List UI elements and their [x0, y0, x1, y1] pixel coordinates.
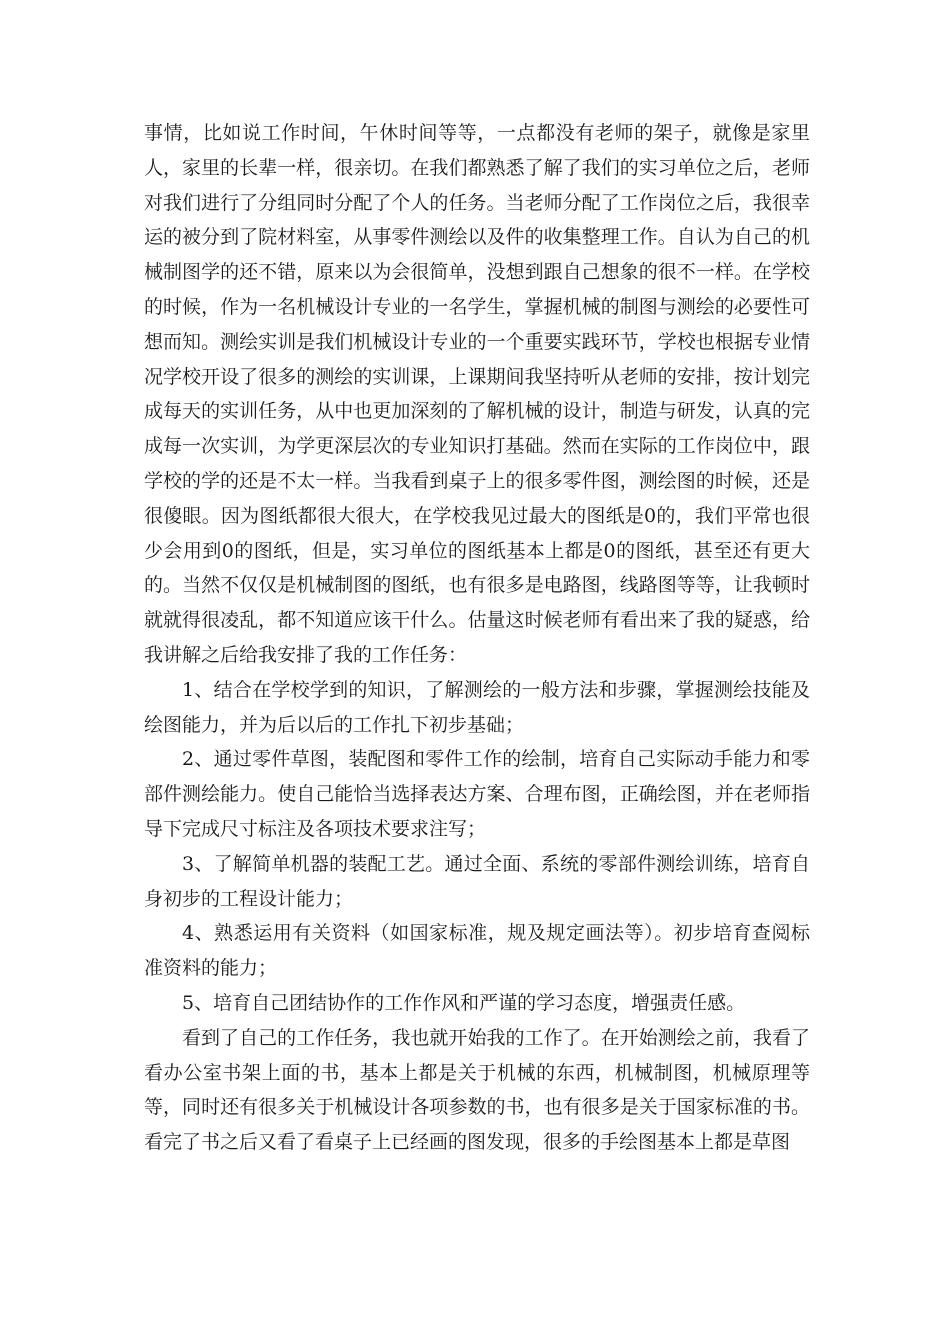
task-item-1: 1、结合在学校学到的知识，了解测绘的一般方法和步骤，掌握测绘技能及绘图能力，并为后以后的工作扎下初步基础；	[144, 678, 810, 736]
body-paragraph: 事情，比如说工作时间，午休时间等等，一点都没有老师的架子，就像是家里人，家里的长辈一样，很亲切。在我们都熟悉了解了我们的实习单位之后，老师对我们进行了分组同时分配了个人的任务。当老师分配了工作岗位之后，我很幸运的被分到了院材料室，从事零件测绘以及件的收集整理工作。自认为自己的机械制图学的还不错，原来以为会很简单，没想到跟自己想象的很不一样。在学校的时候，作为一名机械设计专业的一名学生，掌握机械的制图与测绘的必要性可想而知。测绘实训是我们机械设计专业的一个重要实践环节，学校也根据专业情况学校开设了很多的测绘的实训课，上课期间我坚持听从老师的安排，按计划完成每天的实训任务，从中也更加深刻的了解机械的设计，制造与研发，认真的完成每一次实训，为学更深层次的专业知识打基础。然而在实际的工作岗位中，跟学校的学的还是不太一样。当我看到桌子上的很多零件图，测绘图的时候，还是很傻眼。因为图纸都很大很大，在学校我见过最大的图纸是0的，我们平常也很少会用到0的图纸，但是，实习单位的图纸基本上都是0的图纸，甚至还有更大的。当然不仅仅是机械制图的图纸，也有很多是电路图，线路图等等，让我顿时就就得很凌乱，都不知道应该干什么。估量这时候老师有看出来了我的疑惑，给我讲解之后给我安排了我的工作任务：	[144, 122, 810, 666]
task-item-2: 2、通过零件草图，装配图和零件工作的绘制，培育自己实际动手能力和零部件测绘能力。使自己能恰当选择表达方案、合理布图，正确绘图，并在老师指导下完成尺寸标注及各项技术要求注写；	[144, 748, 810, 840]
body-paragraph-continued: 看到了自己的工作任务，我也就开始我的工作了。在开始测绘之前，我看了看办公室书架上面的书，基本上都是关于机械的东西，机械制图，机械原理等等，同时还有很多关于机械设计各项参数的书，也有很多是关于国家标准的书。看完了书之后又看了看桌子上已经画的图发现，很多的手绘图基本上都是草图	[144, 1026, 810, 1154]
task-item-3: 3、了解简单机器的装配工艺。通过全面、系统的零部件测绘训练，培育自身初步的工程设计能力；	[144, 852, 810, 910]
task-item-4: 4、熟悉运用有关资料（如国家标准，规及规定画法等）。初步培育查阅标准资料的能力；	[144, 922, 810, 980]
task-item-5: 5、培育自己团结协作的工作作风和严谨的学习态度，增强责任感。	[182, 991, 746, 1014]
document-page	[144, 116, 810, 1160]
